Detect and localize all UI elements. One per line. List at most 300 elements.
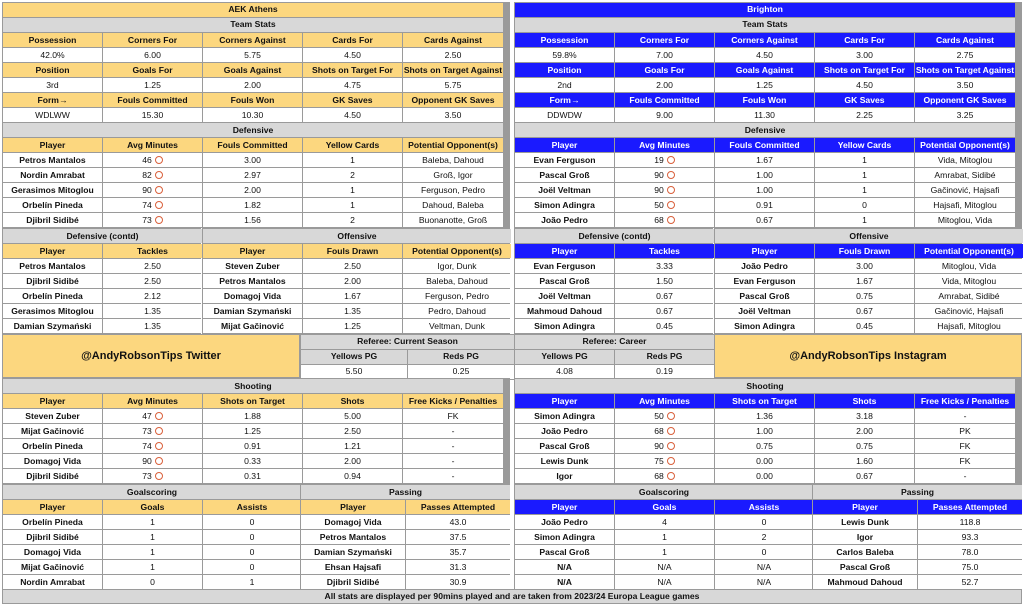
stat-value: 4.50 [715, 48, 814, 62]
column-header: Tackles [103, 244, 202, 258]
column-header: Player [3, 244, 102, 258]
table-cell: 1.00 [715, 168, 814, 182]
table-cell: 1 [103, 530, 202, 544]
table-cell: 0.67 [615, 289, 714, 303]
player-name: João Pedro [515, 515, 614, 529]
stat-header: Goals Against [715, 63, 814, 77]
table-cell [615, 198, 714, 212]
column-header: Shots on Target [203, 394, 302, 408]
avg-minutes-value [142, 156, 163, 165]
player-name: Damian Szymański [3, 319, 102, 333]
stat-value: 2.25 [815, 108, 914, 122]
table-cell: 43.0 [406, 515, 510, 529]
table-cell: 1.67 [303, 289, 402, 303]
player-name: Orbelín Pineda [3, 515, 102, 529]
referee-career [514, 334, 714, 380]
player-name: Lewis Dunk [515, 454, 614, 468]
stopwatch-icon [155, 412, 163, 420]
column-header: Potential Opponent(s) [403, 138, 503, 152]
table-cell: 2 [303, 168, 402, 182]
column-header: Player [515, 138, 614, 152]
minutes-text: 73 [142, 425, 152, 436]
player-name: Damian Szymański [203, 304, 302, 318]
column-header: Fouls Drawn [815, 244, 914, 258]
footer [2, 589, 1022, 604]
minutes-text: 90 [142, 184, 152, 195]
stat-value: 59.8% [515, 48, 614, 62]
table-cell [615, 439, 714, 453]
stopwatch-icon [155, 156, 163, 164]
player-name: Simon Adingra [515, 319, 614, 333]
table-cell [103, 439, 202, 453]
defensive-left [2, 122, 510, 228]
column-header: Player [515, 394, 614, 408]
column-header: Yellow Cards [815, 138, 914, 152]
table-cell: 0 [203, 515, 301, 529]
player-name: Nordin Amrabat [3, 168, 102, 182]
column-header: Goals [615, 500, 714, 514]
minutes-text: 90 [654, 184, 664, 195]
avg-minutes-value [654, 427, 675, 436]
instagram-block [714, 334, 1022, 378]
column-header: Player [301, 500, 405, 514]
stopwatch-icon [155, 472, 163, 480]
table-cell: 1.00 [715, 424, 814, 438]
column-header: Free Kicks / Penalties [403, 394, 503, 408]
player-name: Mahmoud Dahoud [813, 575, 917, 589]
column-header: Avg Minutes [615, 394, 714, 408]
table-cell: 1 [815, 213, 914, 227]
stopwatch-icon [667, 216, 675, 224]
defensive-right [514, 122, 1022, 228]
stat-value: 42.0% [3, 48, 102, 62]
stat-header: Opponent GK Saves [915, 93, 1015, 107]
table-cell: - [403, 424, 503, 438]
column-header: Fouls Committed [203, 138, 302, 152]
avg-minutes-value [654, 442, 675, 451]
table-cell: 1 [203, 575, 301, 589]
table-cell: 5.00 [303, 409, 402, 423]
section-title: Referee: Career [515, 335, 714, 349]
table-cell [615, 168, 714, 182]
table-cell: - [915, 409, 1015, 423]
avg-minutes-value [142, 412, 163, 421]
minutes-text: 90 [142, 455, 152, 466]
team-stats-right [514, 2, 1022, 123]
player-name: Pascal Groß [715, 289, 814, 303]
table-cell: 30.9 [406, 575, 510, 589]
column-header: Player [3, 394, 102, 408]
stat-value: 15.30 [103, 108, 202, 122]
player-name: Simon Adingra [715, 319, 814, 333]
player-name: Domagoj Vida [3, 454, 102, 468]
player-name: Igor [515, 469, 614, 483]
player-name: Domagoj Vida [3, 545, 102, 559]
section-title: Offensive [203, 229, 511, 243]
stopwatch-icon [155, 216, 163, 224]
table-cell [615, 424, 714, 438]
player-name: Gerasimos Mitoglou [3, 304, 102, 318]
minutes-text: 68 [654, 470, 664, 481]
instagram-handle: @AndyRobsonTips Instagram [715, 335, 1021, 377]
table-cell [103, 454, 202, 468]
player-name: Djibril Sidibé [3, 213, 102, 227]
section-title: Offensive [715, 229, 1023, 243]
player-name: Mijat Gačinović [3, 560, 102, 574]
column-header: Tackles [615, 244, 714, 258]
column-header: Yellows PG [515, 350, 614, 364]
stat-header: Fouls Won [715, 93, 814, 107]
player-name: Domagoj Vida [203, 289, 302, 303]
table-cell: 2.50 [303, 259, 402, 273]
table-cell: 0.45 [815, 319, 914, 333]
table-cell: 118.8 [918, 515, 1022, 529]
avg-minutes-value [142, 442, 163, 451]
stat-header: Possession [3, 33, 102, 47]
stopwatch-icon [667, 156, 675, 164]
stat-header: Fouls Committed [615, 93, 714, 107]
column-header: Player [203, 244, 302, 258]
table-cell: 0 [203, 530, 301, 544]
table-cell [615, 213, 714, 227]
avg-minutes-value [654, 156, 675, 165]
table-cell: Vida, Mitoglou [915, 153, 1015, 167]
player-name: N/A [515, 575, 614, 589]
stat-value: 2.75 [915, 48, 1015, 62]
table-cell: Igor, Dunk [403, 259, 511, 273]
table-cell: 0.75 [815, 289, 914, 303]
stat-value: 6.00 [103, 48, 202, 62]
minutes-text: 82 [142, 169, 152, 180]
table-cell: Pedro, Dahoud [403, 304, 511, 318]
team-name: Brighton [515, 3, 1015, 17]
table-cell: Hajsafi, Mitoglou [915, 319, 1023, 333]
table-cell: Gačinović, Hajsafi [915, 304, 1023, 318]
table-cell: - [403, 439, 503, 453]
stat-value: 5.75 [403, 78, 503, 92]
stat-value: 10.30 [203, 108, 302, 122]
table-cell: 1.88 [203, 409, 302, 423]
player-name: Orbelín Pineda [3, 198, 102, 212]
table-cell: 0 [715, 545, 813, 559]
table-cell: 3.00 [203, 153, 302, 167]
stat-header: Shots on Target For [815, 63, 914, 77]
column-header: Potential Opponent(s) [915, 244, 1023, 258]
avg-minutes-value [654, 412, 675, 421]
stat-value: 3.50 [915, 78, 1015, 92]
table-cell: 2.00 [815, 424, 914, 438]
stat-header: Corners Against [715, 33, 814, 47]
table-cell: 3.00 [815, 259, 914, 273]
goalscoring-left [2, 484, 300, 590]
stat-header: Corners For [103, 33, 202, 47]
table-cell: 1.56 [203, 213, 302, 227]
column-header: Avg Minutes [615, 138, 714, 152]
column-header: Player [3, 500, 102, 514]
shooting-left [2, 378, 510, 484]
table-cell: 0.31 [203, 469, 302, 483]
table-cell: 0.00 [715, 454, 814, 468]
table-cell: Ferguson, Pedro [403, 289, 511, 303]
player-name: Ehsan Hajsafi [301, 560, 405, 574]
table-cell: 0.19 [615, 365, 714, 379]
minutes-text: 90 [654, 169, 664, 180]
table-cell [103, 409, 202, 423]
table-cell: 1.35 [103, 319, 202, 333]
minutes-text: 90 [654, 440, 664, 451]
table-cell: 1 [103, 515, 202, 529]
referee-current [300, 334, 514, 380]
stat-value: 4.75 [303, 78, 402, 92]
column-header: Passes Attempted [406, 500, 510, 514]
twitter-block [2, 334, 300, 378]
column-header: Shots [303, 394, 402, 408]
table-cell [103, 469, 202, 483]
stat-header: Shots on Target Against [915, 63, 1015, 77]
player-name: Damian Szymański [301, 545, 405, 559]
player-name: Petros Mantalos [3, 259, 102, 273]
stat-header: Cards For [815, 33, 914, 47]
avg-minutes-value [654, 186, 675, 195]
stat-value: 3.50 [403, 108, 503, 122]
player-name: Pascal Groß [515, 545, 614, 559]
table-cell: 1.50 [615, 274, 714, 288]
player-name: Mijat Gačinović [3, 424, 102, 438]
table-cell: Veltman, Dunk [403, 319, 511, 333]
table-cell: 75.0 [918, 560, 1022, 574]
table-cell: 2.12 [103, 289, 202, 303]
column-header: Goals [103, 500, 202, 514]
stopwatch-icon [667, 442, 675, 450]
section-title: Passing [301, 485, 510, 499]
table-cell [103, 198, 202, 212]
table-cell: 0.67 [815, 469, 914, 483]
stopwatch-icon [155, 457, 163, 465]
player-name: Joël Veltman [515, 289, 614, 303]
table-cell: Mitoglou, Vida [915, 213, 1015, 227]
table-cell: 52.7 [918, 575, 1022, 589]
column-header: Reds PG [615, 350, 714, 364]
table-cell: 1.00 [715, 183, 814, 197]
table-cell: 1.25 [303, 319, 402, 333]
avg-minutes-value [142, 201, 163, 210]
player-name: Pascal Groß [813, 560, 917, 574]
table-cell: - [915, 469, 1015, 483]
stopwatch-icon [155, 427, 163, 435]
table-cell: 1 [303, 183, 402, 197]
avg-minutes-value [654, 472, 675, 481]
stat-header: Shots on Target Against [403, 63, 503, 77]
footer-note: All stats are displayed per 90mins played and are taken from 2023/24 Europa League games [3, 590, 1021, 603]
table-cell: 2 [303, 213, 402, 227]
table-cell: 1.67 [715, 153, 814, 167]
table-cell [103, 213, 202, 227]
stat-header: Goals For [103, 63, 202, 77]
player-name: Djibril Sidibé [3, 469, 102, 483]
offensive-right [714, 228, 1022, 334]
table-cell: 0.91 [715, 198, 814, 212]
player-name: Domagoj Vida [301, 515, 405, 529]
column-header: Free Kicks / Penalties [915, 394, 1015, 408]
team-name: AEK Athens [3, 3, 503, 17]
section-title: Defensive [515, 123, 1015, 137]
stat-value: 9.00 [615, 108, 714, 122]
stat-header: Corners Against [203, 33, 302, 47]
column-header: Shots on Target [715, 394, 814, 408]
player-name: Orbelín Pineda [3, 289, 102, 303]
column-header: Potential Opponent(s) [915, 138, 1015, 152]
table-cell: Buonanotte, Groß [403, 213, 503, 227]
player-name: Nordin Amrabat [3, 575, 102, 589]
table-cell: 2.50 [103, 274, 202, 288]
stat-value: 4.50 [815, 78, 914, 92]
table-cell: 5.50 [301, 365, 407, 379]
stat-header: GK Saves [303, 93, 402, 107]
table-cell: 1 [815, 168, 914, 182]
table-cell: 0 [103, 575, 202, 589]
player-name: Joël Veltman [715, 304, 814, 318]
player-name: Evan Ferguson [715, 274, 814, 288]
player-name: Igor [813, 530, 917, 544]
stat-header: Opponent GK Saves [403, 93, 503, 107]
section-title: Defensive (contd) [515, 229, 714, 243]
column-header: Potential Opponent(s) [403, 244, 511, 258]
stat-header: Cards Against [403, 33, 503, 47]
player-name: Pascal Groß [515, 274, 614, 288]
stat-value: 3rd [3, 78, 102, 92]
column-header: Reds PG [408, 350, 514, 364]
table-cell: 2 [715, 530, 813, 544]
table-cell: 2.00 [203, 183, 302, 197]
table-cell: 0.33 [203, 454, 302, 468]
table-cell: 1.25 [203, 424, 302, 438]
stat-value: 4.50 [303, 108, 402, 122]
table-cell: Vida, Mitoglou [915, 274, 1023, 288]
table-cell: 1 [103, 545, 202, 559]
table-cell: 2.00 [303, 274, 402, 288]
avg-minutes-value [654, 201, 675, 210]
player-name: Steven Zuber [203, 259, 302, 273]
table-cell: Baleba, Dahoud [403, 274, 511, 288]
stopwatch-icon [155, 186, 163, 194]
avg-minutes-value [654, 457, 675, 466]
stat-header: Fouls Committed [103, 93, 202, 107]
stopwatch-icon [155, 442, 163, 450]
avg-minutes-value [142, 216, 163, 225]
table-cell [615, 153, 714, 167]
column-header: Player [515, 244, 614, 258]
player-name: Djibril Sidibé [3, 274, 102, 288]
stat-value: 2.00 [203, 78, 302, 92]
stat-header: Form→ [3, 93, 102, 107]
minutes-text: 46 [142, 154, 152, 165]
stat-header: Goals For [615, 63, 714, 77]
table-cell: Amrabat, Sidibé [915, 289, 1023, 303]
table-cell: 3.18 [815, 409, 914, 423]
player-name: João Pedro [715, 259, 814, 273]
stat-header: Corners For [615, 33, 714, 47]
table-cell [615, 469, 714, 483]
table-cell: 0.00 [715, 469, 814, 483]
table-cell: 0.94 [303, 469, 402, 483]
table-cell: 0.67 [815, 304, 914, 318]
column-header: Shots [815, 394, 914, 408]
table-cell: 2.97 [203, 168, 302, 182]
stat-header: Cards Against [915, 33, 1015, 47]
column-header: Player [3, 138, 102, 152]
table-cell: 1 [303, 153, 402, 167]
section-title: Defensive [3, 123, 503, 137]
stopwatch-icon [667, 201, 675, 209]
table-cell: FK [915, 439, 1015, 453]
stat-value: 5.75 [203, 48, 302, 62]
column-header: Player [515, 500, 614, 514]
player-name: Joël Veltman [515, 183, 614, 197]
table-cell: N/A [715, 560, 813, 574]
minutes-text: 74 [142, 440, 152, 451]
table-cell: 0.25 [408, 365, 514, 379]
table-cell: FK [915, 454, 1015, 468]
table-cell: 78.0 [918, 545, 1022, 559]
table-cell [103, 168, 202, 182]
table-cell: Gačinović, Hajsafi [915, 183, 1015, 197]
section-title: Team Stats [3, 18, 503, 33]
column-header: Player [715, 244, 814, 258]
table-cell: 1.36 [715, 409, 814, 423]
table-cell: 0.67 [715, 213, 814, 227]
stat-value: WDLWW [3, 108, 102, 122]
section-title: Referee: Current Season [301, 335, 514, 349]
table-cell: 0.67 [615, 304, 714, 318]
section-title: Team Stats [515, 18, 1015, 33]
section-title: Passing [813, 485, 1022, 499]
defensive-contd-left [2, 228, 201, 334]
minutes-text: 73 [142, 214, 152, 225]
stat-value: 1.25 [103, 78, 202, 92]
player-name: Djibril Sidibé [301, 575, 405, 589]
stat-header: Goals Against [203, 63, 302, 77]
table-cell [103, 424, 202, 438]
table-cell: N/A [615, 575, 714, 589]
avg-minutes-value [142, 427, 163, 436]
stat-value: 11.30 [715, 108, 814, 122]
player-name: Evan Ferguson [515, 153, 614, 167]
table-cell: 3.33 [615, 259, 714, 273]
table-cell [103, 153, 202, 167]
stat-value: 1.25 [715, 78, 814, 92]
minutes-text: 50 [654, 410, 664, 421]
stopwatch-icon [667, 457, 675, 465]
section-title: Defensive (contd) [3, 229, 202, 243]
goalscoring-right [514, 484, 812, 590]
player-name: Petros Mantalos [203, 274, 302, 288]
player-name: Orbelín Pineda [3, 439, 102, 453]
section-title: Shooting [3, 379, 503, 393]
passing-right [812, 484, 1022, 590]
table-cell: 1.21 [303, 439, 402, 453]
stopwatch-icon [155, 171, 163, 179]
stat-value: 2.00 [615, 78, 714, 92]
table-cell: Groß, Igor [403, 168, 503, 182]
table-cell: 2.00 [303, 454, 402, 468]
table-cell: 35.7 [406, 545, 510, 559]
minutes-text: 19 [654, 154, 664, 165]
table-cell: - [403, 469, 503, 483]
column-header: Assists [715, 500, 813, 514]
column-header: Yellows PG [301, 350, 407, 364]
stat-header: Form→ [515, 93, 614, 107]
stat-value: 3.00 [815, 48, 914, 62]
